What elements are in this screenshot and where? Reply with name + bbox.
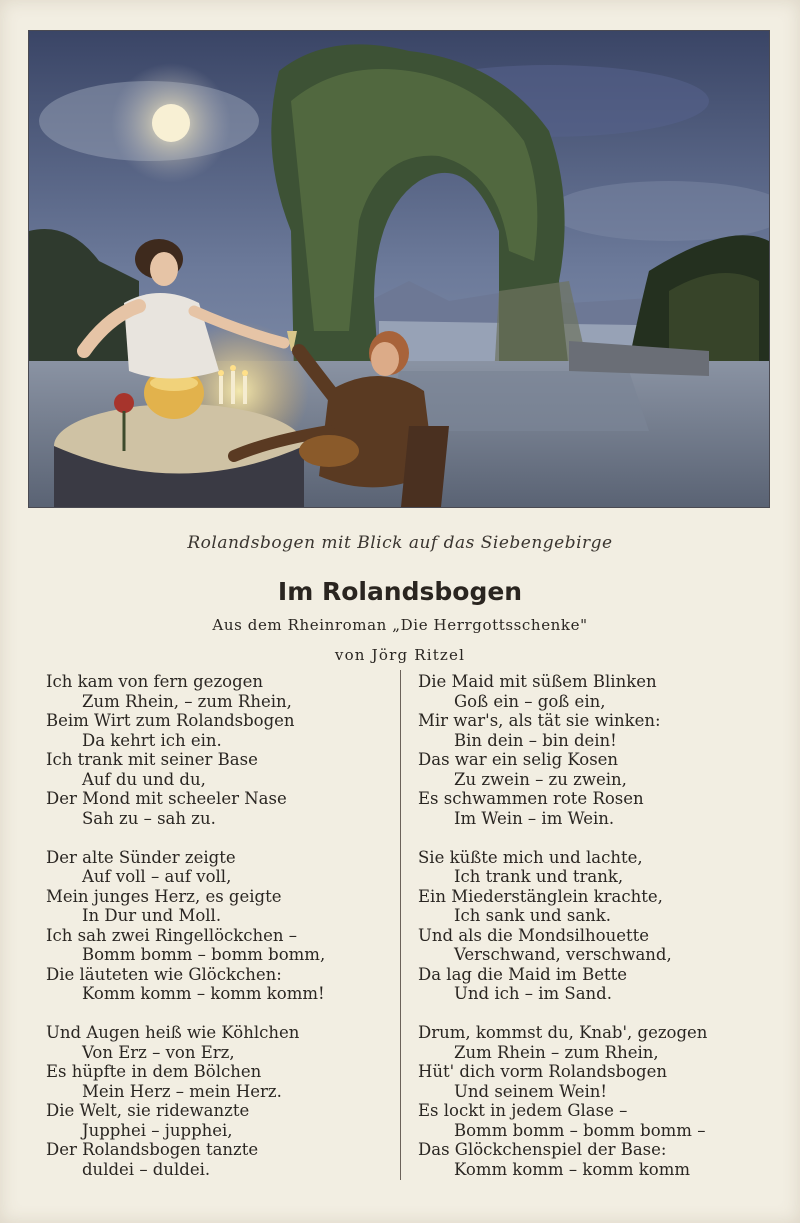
poem-author: von Jörg Ritzel [334,646,466,664]
verse-line: Es schwammen rote Rosen [418,789,644,808]
verse-line: Die Maid mit süßem Blinken [418,672,657,691]
stanza [46,672,406,828]
verse-line: Es hüpfte in dem Bölchen [46,1062,262,1081]
verse-line: Das Glöckchenspiel der Base: [418,1140,667,1159]
verse-line: Der Mond mit scheeler Nase [46,789,287,808]
poem-column-left [46,672,406,1199]
verse-line: Goß ein – goß ein, [454,691,606,711]
verse-line: Jupphei – jupphei, [82,1120,233,1140]
verse-line: Bin dein – bin dein! [454,730,617,750]
poem-title: Im Rolandsbogen [277,577,523,606]
stanza [46,848,406,1004]
verse-line: Die Welt, sie ridewanzte [46,1101,250,1120]
verse-line: Beim Wirt zum Rolandsbogen [46,711,295,730]
poem-subtitle: Aus dem Rheinroman „Die Herrgottsschenke" [212,616,588,634]
verse-line: Ich sank und sank. [454,906,612,925]
verse-line: Komm komm – komm komm! [82,984,325,1003]
verse-line: Bomm bomm – bomm bomm, [82,945,326,964]
verse-line: Bomm bomm – bomm bomm – [454,1120,706,1140]
verse-line: Sie küßte mich und lachte, [418,847,643,867]
verse-line: Drum, kommst du, Knab', gezogen [418,1023,708,1042]
verse-line: Mein Herz – mein Herz. [82,1081,282,1101]
verse-line: Das war ein selig Kosen [418,750,619,769]
stanza [418,672,778,828]
verse-line: Und seinem Wein! [454,1081,608,1101]
verse-line: Die läuteten wie Glöckchen: [46,964,282,984]
verse-line: In Dur und Moll. [82,906,222,925]
verse-line: Zu zwein – zu zwein, [454,769,627,789]
stanza [418,1023,778,1179]
verse-line: Zum Rhein, – zum Rhein, [82,691,292,711]
verse-line: Im Wein – im Wein. [454,808,615,828]
verse-line: Mir war's, als tät sie winken: [418,711,661,730]
verse-line: Ich kam von fern gezogen [46,672,264,691]
verse-line: Und Augen heiß wie Köhlchen [46,1023,300,1042]
verse-line: Ich trank mit seiner Base [46,750,258,769]
stanza [46,1023,406,1179]
verse-line: Da kehrt ich ein. [82,730,222,750]
verse-line: Und ich – im Sand. [454,984,612,1003]
verse-line: Sah zu – sah zu. [82,808,216,828]
moonlit-ruin-painting [28,30,770,508]
verse-line: Da lag die Maid im Bette [418,964,627,984]
illustration-caption: Rolandsbogen mit Blick auf das Siebengebirge [187,533,613,553]
poem-column-right [418,672,778,1199]
verse-line: Hüt' dich vorm Rolandsbogen [418,1062,667,1081]
verse-line: Auf du und du, [82,769,206,789]
verse-line: Der Rolandsbogen tanzte [46,1140,259,1159]
verse-line: Ich trank und trank, [454,867,624,886]
verse-line: Von Erz – von Erz, [82,1042,235,1062]
verse-line: Und als die Mondsilhouette [418,925,650,945]
verse-line: Ein Miederstänglein krachte, [418,886,663,906]
stanza [418,848,778,1004]
verse-line: Der alte Sünder zeigte [46,847,236,867]
verse-line: Auf voll – auf voll, [82,867,232,886]
verse-line: Zum Rhein – zum Rhein, [454,1042,659,1062]
verse-line: Mein junges Herz, es geigte [46,886,282,906]
verse-line: Es lockt in jedem Glase – [418,1101,628,1120]
verse-line: Ich sah zwei Ringellöckchen – [46,925,298,945]
verse-line: duldei – duldei. [82,1159,211,1179]
verse-line: Komm komm – komm komm [454,1159,691,1179]
moonlit-ruin-couple-painting-icon [29,31,769,507]
verse-line: Verschwand, verschwand, [454,945,672,964]
